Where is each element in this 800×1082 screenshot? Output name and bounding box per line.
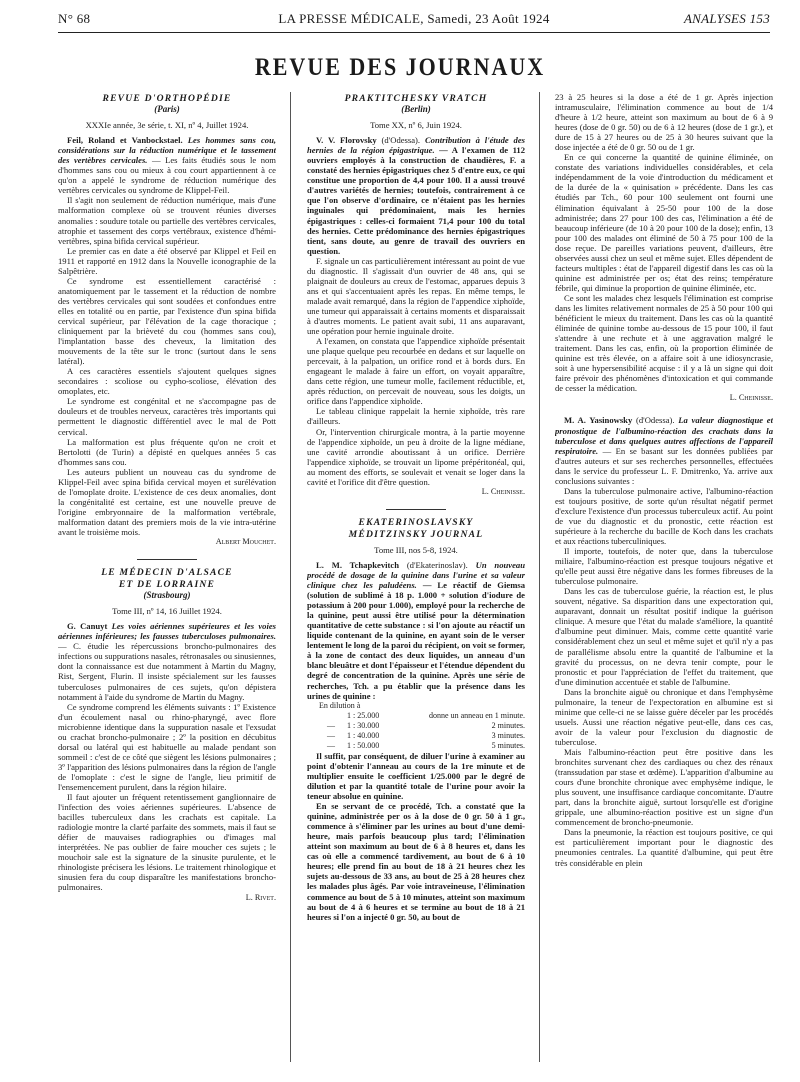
article-title: La valeur diagnostique et pronostique de l'albumino-réaction des crachats dans la tuberculose et dans quelques autres affections de l'appareil respiratoire. [555,415,773,456]
section-city: (Paris) [154,104,180,115]
article-paragraph: Dans la bronchite aiguë ou chronique et dans l'emphysème pulmonaire, la teneur de l'expectoration en albumine est si minime que celle-ci ne se laisse guère déceler par les procédés usuels. Aussi une réaction négative peut-elle, dans ces cas, avoir de la valeur pour l'exclusion du diagnostic de tuberculose. [555,686,773,747]
dilution-result: 3 minutes. [491,730,525,740]
article-paragraph: Ce sont les malades chez lesquels l'élimination est comprise dans les limites relativement normales de 25 à 50 pour 100 qui bénéficient le mieux du traitement. Dans les cas où la quantité éliminée de quinine tombe au-dessous de 15 pour 100, il faut s'attendre à une rechute et à une aggravation malgré le traitement. Dans les cas, enfin, où la proportion éliminée de quinine est très élevée, on a affaire soit à une idiosyncrasie, soit à une hypersensibilité acquise : il y a là un signe qui doit faire prévoir des phénomènes d'intoxication et qui commande de cesser la médication. [555,292,773,394]
article-lead [307,135,525,256]
column-1 [58,92,276,1067]
article-title: Un nouveau procédé de dosage de la quinine dans l'urine et sa valeur clinique chez les paludéens. [307,559,525,591]
article-paragraph: Or, l'intervention chirurgicale montra, à la partie moyenne de l'appendice xiphoïde, un peu à droite de la ligne médiane, une cavité arrondie aboutissant à un orifice. Derrière l'appendice xiphoïde, se trouvait un lipome prépéritonéal, qui, au moment des efforts, se soulevait et venait se loger dans la cavité et l'orifice dit d'être question. [307,426,525,487]
column-divider [290,92,291,1062]
article-paragraph: La malformation est plus fréquente qu'on ne croit et Bertolotti (de Turin) a dépisté en quelques années 5 cas d'hommes sans cou. [58,436,276,467]
article-text: — Les faits étudiés sous le nom d'hommes sans cou ou mieux à cou court appartiennent à ce qu'on a appelé le syndrome de réduction numérique des vertèbres cervicales ou syndrome de Klippel-Feil. [58,155,276,196]
article-paragraph: 23 à 25 heures si la dose a été de 1 gr. Après injection intramusculaire, l'élimination commence au bout de 1/4 d'heure à 1/2 heure, atteint son maximum au bout de 6 à 9 heures (dose de 0 gr. 50) ou de 6 à 12 heures (dose de 1 gr.), et dure de 15 à 27 heures ou de 25 à 30 heures suivant que la dose injectée a été de 0 gr. 50 ou de 1 gr. [555,92,773,153]
article-paragraph: Dans les cas de tuberculose guérie, la réaction est, le plus souvent, négative. Sa disparition dans une expectoration qui, auparavant, donnait un résultat positif indique la guérison clinique. A mesure que l'état du malade s'améliore, la quantité d'albumine peut diminuer. Mais, comme cette quantité varie considérablement chez un seul et même sujet et qu'il n'y a pas de parallélisme absolu entre la quantité de l'albumine et la gravité du processus, on ne devra tenir compte, pour le pronostic et pour l'appréciation de l'effet du traitement, que d'une diminution accentuée et stable de l'albumine. [555,586,773,687]
issue-number: N° 68 [58,11,91,26]
section-heading-line2: ET DE LORRAINE [118,579,216,591]
article-authors: Feil, Roland et Vanbockstael. [67,135,183,146]
dilution-ratio: 1 : 30.000 [347,720,380,730]
section-separator [386,509,446,510]
article-paragraph: Dans la pneumonie, la réaction est toujours positive, ce qui est particulièrement important pour le diagnostic des pneumonies centrales. La quantité d'albumine, qui peut être très considérable en plein [555,827,773,868]
article-signature: L. Cheinisse. [481,486,525,496]
article-paragraph: Il importe, toutefois, de noter que, dans la tuberculose miliaire, l'albumino-réaction est presque toujours négative et qu'elle peut aussi être négative dans les formes fibreuses de la tuberculose pulmonaire. [555,546,773,587]
dilution-result: 2 minutes. [491,720,525,730]
section-issue: Tome XX, nº 6, Juin 1924. [370,120,462,131]
article-title: Contribution à l'étude des hernies de la région épigastrique. [307,135,525,156]
dilution-table [307,711,525,751]
page-number: 153 [749,11,770,26]
article-title: Les hommes sans cou, considérations sur la réduction numérique et le tassement des vertèbres cervicales. [58,135,276,166]
section-heading: REVUE D'ORTHOPÉDIE [102,93,232,104]
article-signature: L. Cheinisse. [729,393,773,403]
section-separator [137,559,197,560]
article-paragraph: Il suffit, par conséquent, de diluer l'urine à examiner au point d'obtenir l'anneau au cours de la 1re minute et de multiplier ensuite le coefficient 1/25.000 par le degré de dilution et par la quantité totale de l'urine pour avoir la teneur absolue en quinine. [307,750,525,802]
article-authors: M. A. Yasinowsky [564,415,633,426]
dilution-ratio: 1 : 40.000 [347,730,380,740]
article-paragraph: Les auteurs publient un nouveau cas du syndrome de Klippel-Feil avec spina bifida cervical moyen et surélévation de l'omoplate droite. L'existence de ces deux anomalies, dont la congénitalité est certaine, est une nouvelle preuve de l'origine embryonnaire de la malformation vertébrale, malformation datant des premiers mois de la vie intra-utérine avant le troisième mois. [58,466,276,537]
dilution-intro: En dilution à [319,700,361,710]
article-authors: G. Canuyt [67,621,108,632]
article-paragraph: Le premier cas en date a été observé par Klippel et Feil en 1911 et rapporté en 1912 dans la Nouvelle iconographie de la Salpêtrière. [58,245,276,276]
article-text: — C. étudie les répercussions broncho-pulmonaires des infections ou suppurations nasales, rétronasales ou sinusiennes, dont la connaissance est due notamment à Martin du Magny, Rist, Sergent, Flurin. Il insiste spécialement sur les fausses tuberculoses pulmonaires de ces sujets, qu'on dépistera notamment à l'aide du syndrome de Martin du Magny. [58,641,276,702]
article-paragraph: Il s'agit non seulement de réduction numérique, mais d'une malformation complexe où se trouvent réunies diverses anomalies : soudure totale ou partielle des vertèbres cervicales, atrophie et tassement des corps vertébraux, existence d'hémi-vertèbres, spina bifida cervical supérieur. [58,195,276,246]
section-heading: EKATERINOSLAVSKY [358,516,474,528]
dilution-ratio: 1 : 25.000 [347,710,380,720]
dilution-dash: — [327,740,335,750]
section-city: (Berlin) [401,104,431,115]
article-paragraph: Mais l'albumino-réaction peut être positive dans les bronchites survenant chez des cardiaques ou chez des rénaux (transsudation par stase et œdème). L'apparition d'albumine au cours d'une bronchite chronique avec emphysème indique, le plus souvent, une insuffisance cardiaque concomitante. D'autre part, dans la bronchite aiguë, surtout lorsqu'elle est d'origine grippale, une albumino-réaction positive est un signe d'un commencement de broncho-pneumonie. [555,747,773,828]
section-label: ANALYSES [683,11,747,26]
article-text: — Le réactif de Giemsa (solution de sublimé à 18 p. 1.000 + solution d'iodure de potassium à 200 pour 1.000), employé pour la recherche de la quinine, peut aussi être utilisé pour la détermination quantitative de cette substance : si l'on ajoute au réactif un liquide contenant de la quinine, en ayant soin de le verser lentement le long de la paroi du récipient, on voit se former, à la zone de contact des deux liquides, un anneau d'un blanc bleuâtre et dont l'épaisseur et l'étendue dépendent du degré de concentration de la quinine. Après une série de recherches, Tch. a pu établir que la présence dans les urines de quinine : [307,580,525,701]
article-location: (d'Odessa). [636,415,675,426]
header-rule [58,32,770,33]
dilution-dash: — [327,730,335,740]
column-divider [539,92,540,1062]
dilution-ratio: 1 : 50.000 [347,740,380,750]
article-signature: L. Rivet. [245,892,276,902]
article-paragraph: A l'examen, on constata que l'appendice xiphoïde présentait une plaque quelque peu recourbée en dedans et sur laquelle on percevait, à la palpation, un orifice rond et à bords durs. En engageant le malade à faire un effort, on voyait apparaître, dans cette région, une tumeur molle, facilement réductible, et, après réduction, on percevait de nouveau, sous les doigts, un orifice dans l'appendice xiphoïde. [307,336,525,407]
article-title: Les voies aériennes supérieures et les voies aériennes inférieures; les fausses tuberculoses pulmonaires. [58,621,276,642]
section-heading: LE MÉDECIN D'ALSACE [101,567,233,579]
section-city: (Strasbourg) [143,590,191,601]
article-authors: V. V. Florovsky [316,135,377,146]
section-heading-line2: MÉDITZINSKY JOURNAL [348,528,484,540]
article-text: — A l'examen de 112 ouvriers employés à la construction de chaudières, F. a constaté des hernies épigastriques chez 5 d'entre eux, ce qui constitue une proportion de 4,4 pour 100. Il a aussi trouvé d'autres variétés de hernies; toutefois, contrairement à ce que l'on observe d'ordinaire, ce n'étaient pas les hernies inguinales qui prédominaient, mais les hernies épigastriques : celles-ci formaient 71,4 pour 100 du total des hernies. Cette prédominance des hernies épigastriques tient, sans doute, au genre de travail des ouvriers en question. [307,145,525,256]
column-2 [307,92,525,1067]
running-header [58,8,770,30]
article-lead [555,415,773,485]
dilution-dash [327,711,347,721]
dilution-result: 5 minutes. [491,740,525,750]
article-paragraph: En se servant de ce procédé, Tch. a constaté que la quinine, administrée per os à la dose de 0 gr. 50 à 1 gr., commence à s'éliminer par les urines au bout d'une demi-heure, mais parfois beaucoup plus tard; l'élimination atteint son maximum au bout de 6 à 8 heures et, dans les cas où elle a commencé tardivement, au bout de 6 à 10 heures; elle prend fin au bout de 18 à 21 heures chez les sujets au-dessous de 33 ans, au bout de 25 à 28 heures chez les malades plus âgés. Par voie intraveineuse, l'élimination commence au bout de 5 à 10 minutes, atteint son maximum au bout de 4 à 6 heures et se termine au bout de 18 à 21 heures si l'on a injecté 0 gr. 50, au bout de [307,801,525,922]
article-paragraph: Le syndrome est congénital et ne s'accompagne pas de douleurs et de troubles nerveux, caractères très importants qui permettent le diagnostic différentiel avec le mal de Pott cervical. [58,396,276,437]
article-location: (d'Odessa). [381,135,421,146]
article-paragraph: Le tableau clinique rappelait la hernie xiphoïde, très rare d'ailleurs. [307,406,525,427]
journal-title: LA PRESSE MÉDICALE, Samedi, 23 Août 1924 [278,11,550,26]
article-paragraph: Dans la tuberculose pulmonaire active, l'albumino-réaction est toujours positive, de sorte qu'un résultat négatif permet d'exclure l'existence d'un processus tuberculeux actif. Au point de vue du diagnostic et du pronostic, cette réaction est supérieure à la recherche du bacille de Koch dans les crachats et aux réactions tuberculiniques. [555,485,773,547]
article-lead [307,560,525,701]
article-paragraph: Il faut ajouter un fréquent retentissement ganglionnaire de l'infection des voies aériennes supérieures. L'absence de bacilles tuberculeux dans les crachats est capitale. La radiologie montre la clarté parfaite des sommets, mais il faut se défier de mauvaises radiographies ou d'images mal interprétées. Ne pas oublier de faire moucher ces sujets ; le mouchoir sale est la signature de la sinusite purulente, et le rhinologiste précisera les lésions. Le traitement rhinologique et sinusien fera du coup disparaître les manifestations broncho-pulmonaires. [58,792,276,893]
article-lead [58,621,276,701]
article-paragraph: A ces caractères essentiels s'ajoutent quelques signes secondaires : scoliose ou cypho-scoliose, élévation des omoplates, etc. [58,366,276,397]
article-text: — En se basant sur les données publiées par d'autres auteurs et sur ses recherches personnelles, effectuées dans le service du professeur L. F. Dmitrenko, Ya. arrive aux conclusions suivantes : [555,445,773,486]
article-paragraph: En ce qui concerne la quantité de quinine éliminée, on constate des variations individuelles considérables, et cela indépendamment de la voie d'introduction du médicament et de la durée de la « quinisation » précédente. Dans les cas étudiés par Tch., 60 pour 100 seulement ont fourni une élimination équivalant à 25-50 pour 100 de la dose administrée; dans 27 pour 100 des cas, l'élimination a été de beaucoup inférieure (de 10 à 20 pour 100 de la dose); enfin, 13 pour 100 des malades ont éliminé de 50 à 75 pour 100 de la dose reçue. De pareilles variations peuvent, d'ailleurs, être observées aussi chez un seul et même sujet. Elles dépendent de facteurs multiples : état de l'appareil digestif dans les cas où la quinine est administrée per os; état des reins; température fébrile, qui diminue la proportion de quinine éliminée, etc. [555,152,773,293]
dilution-result: donne un anneau en 1 minute. [429,710,525,720]
page-title: REVUE DES JOURNAUX [254,52,546,81]
section-issue: Tome III, nos 5-8, 1924. [374,544,458,555]
article-paragraph: Ce syndrome est essentiellement caractérisé : anatomiquement par le tassement et la réduction de nombre des vertèbres cervicales qui sont soudées et confondues entre elles en totalité ou en partie, par l'existence d'un spina bifida cervical supérieur, par l'élévation de la cage thoracique ; cliniquement par la brièveté du cou (hommes sans cou), l'implantation basse des cheveux, la limitation des mouvements de la tête sur le tronc (surtout dans le sens latéral). [58,275,276,367]
article-authors: L. M. Tchapkevitch [316,559,399,570]
dilution-dash: — [327,720,335,730]
article-paragraph: F. signale un cas particulièrement intéressant au point de vue du diagnostic. Il s'agissait d'un ouvrier de 48 ans, qui se plaignait de douleurs au creux de l'estomac, apparues depuis 3 ans et qui s'accentuaient après les repas. En même temps, le malade avait remarqué, dans la région de l'appendice xiphoïde, une tumeur qui apparaissait à certains moments et disparaissait à d'autres moments. Le patient avait subi, 11 ans auparavant, une opération pour hernie inguinale droite. [307,255,525,337]
section-issue: XXXIe année, 3e série, t. XI, nº 4, Juillet 1924. [85,120,249,131]
column-3 [555,92,773,1067]
section-issue: Tome III, nº 14, 16 Juillet 1924. [112,606,222,617]
article-paragraph: Ce syndrome comprend les éléments suivants : 1º Existence d'un écoulement nasal ou rhino-pharyngé, avec flore microbienne identique dans la suppuration nasale et l'exsudat ou crachat broncho-pulmonaire ; 2º la position en décubitus dorsal ou latéral qui est habituelle au malade pendant son sommeil : c'est de ce côté que siègent les lésions pulmonaires ; 3º l'apparition des lésions pulmonaires dans la région de l'angle de l'omoplate : c'est le signe de l'angle, lieu primitif de l'ensemencement purulent, dans la région hilaire. [58,701,276,792]
article-lead [58,135,276,195]
article-signature: Albert Mouchet. [215,537,276,547]
section-heading: PRAKTITCHESKY VRATCH [344,93,488,104]
article-location: (d'Ekaterinoslav). [406,559,468,570]
